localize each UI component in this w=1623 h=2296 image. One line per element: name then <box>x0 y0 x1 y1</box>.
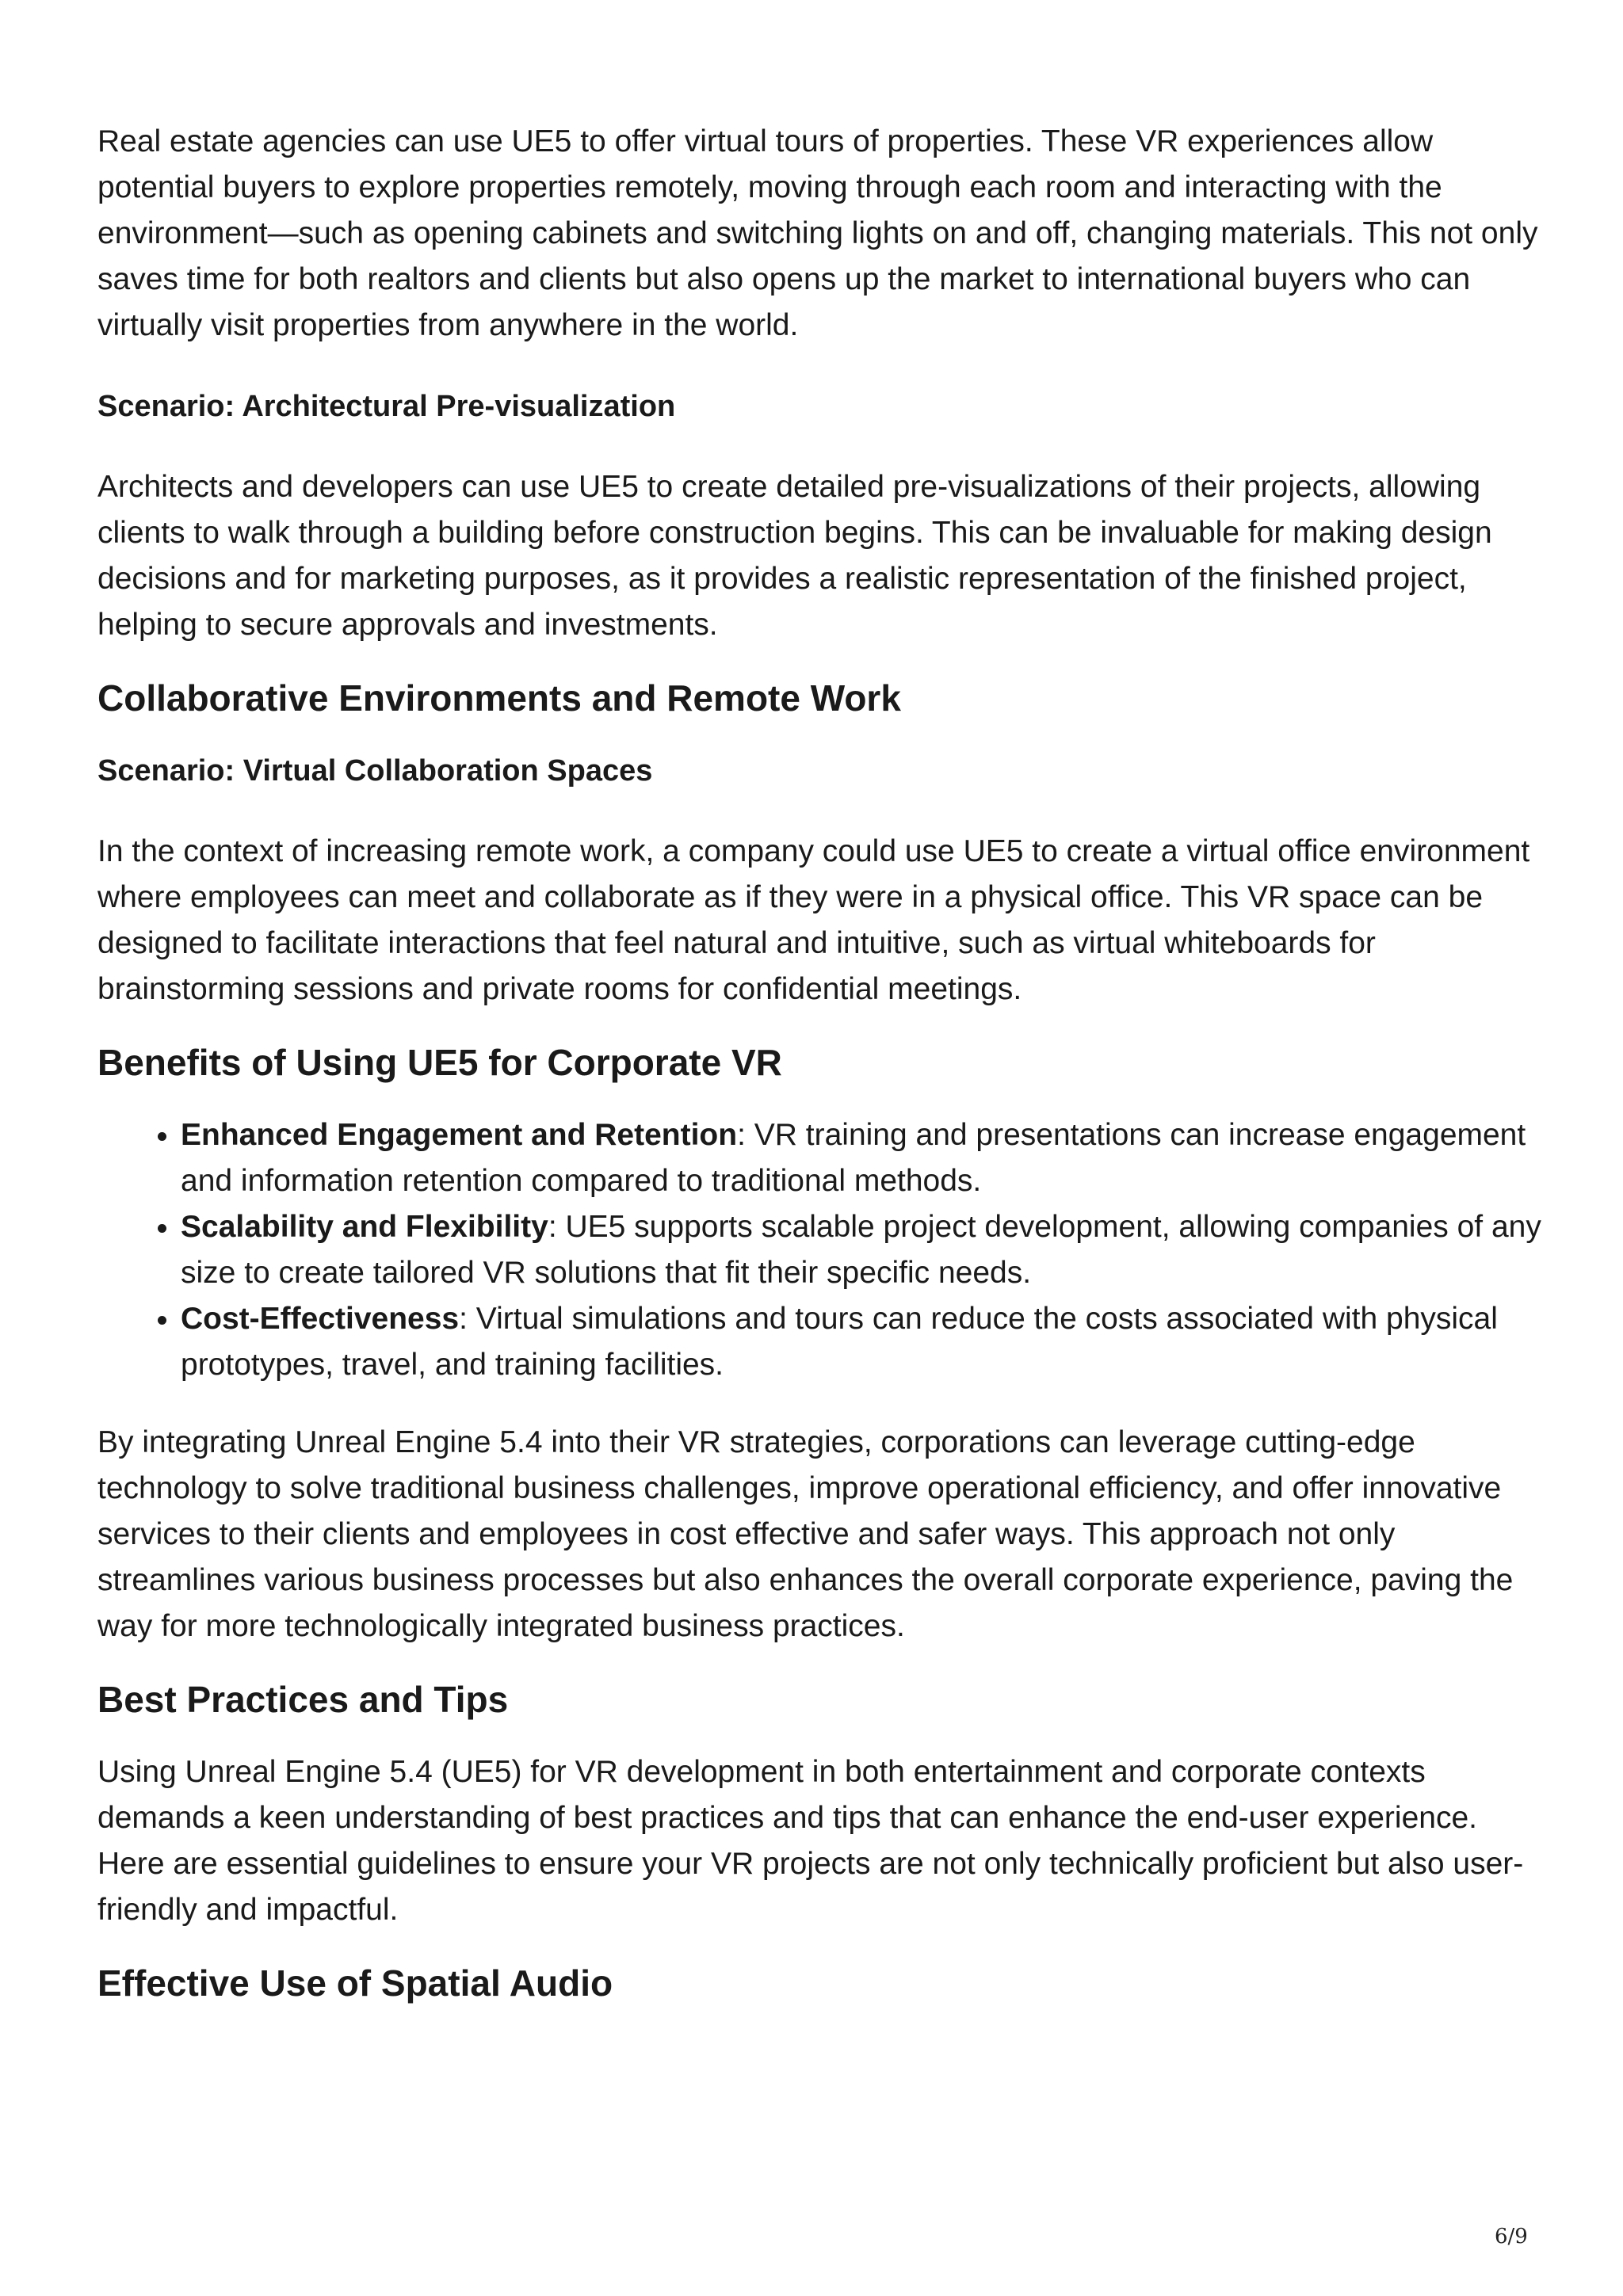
scenario-architectural-body: Architects and developers can use UE5 to create detailed pre-visualizations of their projects, allowing clients to walk through a building before construction begins. This can be invaluable for making design decisions and for marketing purposes, as it provides a realistic representation of the finished project, helping to secure approvals and investments. <box>97 470 1492 642</box>
best-practices-body: Using Unreal Engine 5.4 (UE5) for VR development in both entertainment and corporate contexts demands a keen understanding of best practices and tips that can enhance the end-user experience. Here are essential guidelines to ensure your VR projects are not only technically proficient but also user-friendly and impactful. <box>97 1755 1524 1927</box>
page-number: 6/9 <box>1495 2225 1528 2248</box>
scenario-architectural-heading: Scenario: Architectural Pre-visualization <box>97 390 676 423</box>
benefit-term: Cost-Effectiveness <box>181 1302 460 1336</box>
benefit-text: : Virtual simulations and tours can reduce the costs associated with physical prototypes, travel, and training facilities. <box>181 1302 1498 1382</box>
intro-paragraph: Real estate agencies can use UE5 to offer virtual tours of properties. These VR experiences allow potential buyers to explore properties remotely, moving through each room and interacting with the environment—such as opening cabinets and switching lights on and off, changing materials. This not only saves time for both realtors and clients but also opens up the market to international buyers who can virtually visit properties from anywhere in the world. <box>97 124 1538 342</box>
document-page <box>97 119 1548 2033</box>
benefit-text: : UE5 supports scalable project development, allowing companies of any size to create tailored VR solutions that fit their specific needs. <box>181 1210 1541 1290</box>
spatial-audio-heading: Effective Use of Spatial Audio <box>97 1962 613 2004</box>
benefit-term: Enhanced Engagement and Retention <box>181 1118 738 1152</box>
benefits-list <box>97 1112 1548 1388</box>
benefit-term: Scalability and Flexibility <box>181 1210 548 1244</box>
collaborative-heading: Collaborative Environments and Remote Work <box>97 677 901 719</box>
benefit-item <box>181 1112 1548 1204</box>
scenario-collaboration-heading: Scenario: Virtual Collaboration Spaces <box>97 754 653 788</box>
benefits-conclusion: By integrating Unreal Engine 5.4 into their VR strategies, corporations can leverage cutting-edge technology to solve traditional business challenges, improve operational efficiency, and offer innovative services to their clients and employees in cost effective and safer ways. This approach not only streamlines various business processes but also enhances the overall corporate experience, paving the way for more technologically integrated business practices. <box>97 1425 1514 1643</box>
benefit-item <box>181 1296 1548 1388</box>
best-practices-heading: Best Practices and Tips <box>97 1679 509 1720</box>
benefit-item <box>181 1204 1548 1296</box>
benefits-heading: Benefits of Using UE5 for Corporate VR <box>97 1042 782 1083</box>
benefit-text: : VR training and presentations can increase engagement and information retention compared to traditional methods. <box>181 1118 1526 1198</box>
collaborative-body: In the context of increasing remote work, a company could use UE5 to create a virtual office environment where employees can meet and collaborate as if they were in a physical office. This VR space can be designed to facilitate interactions that feel natural and intuitive, such as virtual whiteboards for brainstorming sessions and private rooms for confidential meetings. <box>97 834 1530 1006</box>
